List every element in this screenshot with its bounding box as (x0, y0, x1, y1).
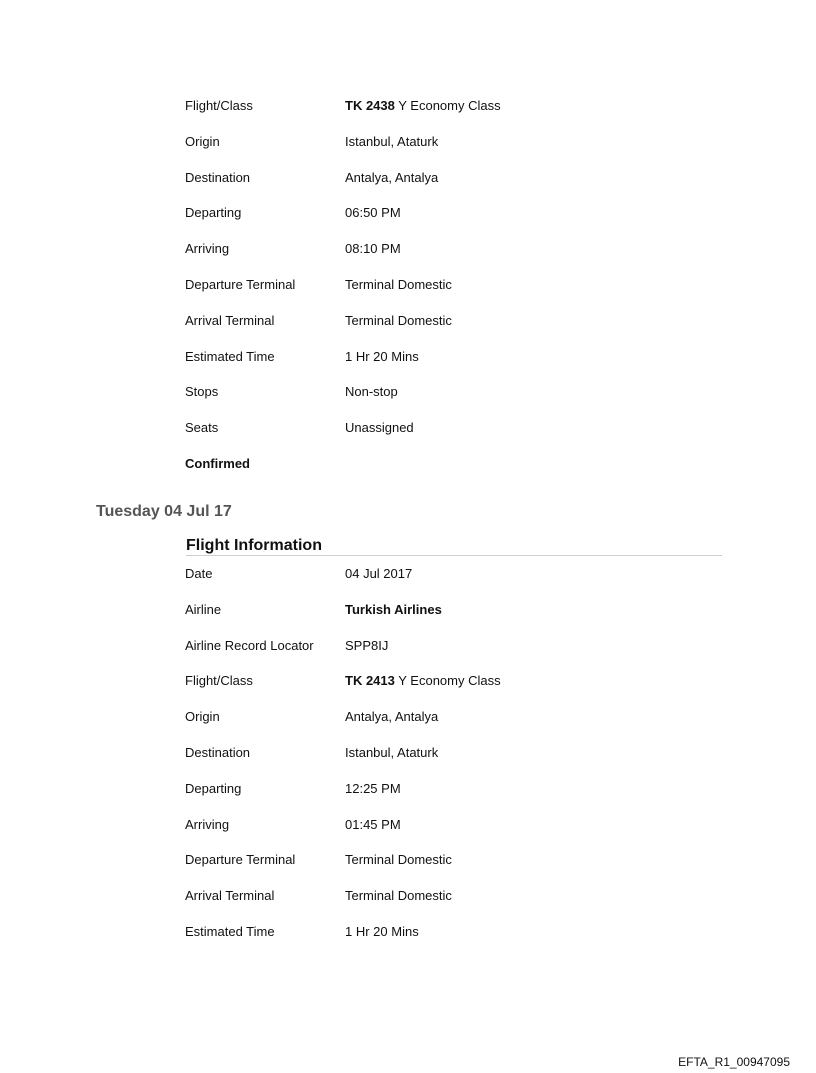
detail-label: Departing (185, 780, 242, 796)
detail-value (345, 241, 401, 257)
detail-row (185, 602, 745, 638)
detail-value (345, 673, 501, 689)
detail-label: Destination (185, 169, 251, 185)
detail-row (185, 745, 745, 781)
detail-value (345, 205, 401, 221)
day-heading: Tuesday 04 Jul 17 (96, 503, 232, 520)
detail-value-text: SPP8IJ (345, 637, 389, 653)
detail-value-text: Antalya, Antalya (345, 709, 439, 725)
detail-value-text: Terminal Domestic (345, 276, 452, 292)
detail-value-text: 12:25 PM (345, 780, 401, 796)
detail-row (185, 134, 745, 170)
detail-value-text: Terminal Domestic (345, 852, 452, 868)
detail-value-bold: Turkish Airlines (345, 601, 442, 617)
detail-value (345, 349, 419, 365)
document-id: EFTA_R1_00947095 (678, 1055, 790, 1069)
flight-details-segment-1 (185, 98, 745, 492)
detail-value-text: Istanbul, Ataturk (345, 133, 439, 149)
detail-value-text: 01:45 PM (345, 816, 401, 832)
detail-value (345, 709, 438, 725)
detail-label: Departure Terminal (185, 852, 296, 868)
detail-label: Stops (185, 384, 219, 400)
detail-label: Flight/Class (185, 98, 253, 113)
detail-row (185, 781, 745, 817)
detail-row (185, 566, 745, 602)
detail-row (185, 313, 745, 349)
detail-value (345, 638, 388, 654)
detail-label: Airline (185, 601, 222, 617)
detail-value-text: 04 Jul 2017 (345, 566, 413, 581)
detail-value-text: 1 Hr 20 Mins (345, 923, 419, 939)
detail-label: Destination (185, 744, 251, 760)
detail-row (185, 205, 745, 241)
detail-row (185, 420, 745, 456)
detail-label: Origin (185, 709, 220, 725)
detail-value-text: 08:10 PM (345, 241, 401, 257)
detail-label: Departure Terminal (185, 276, 296, 292)
detail-value (345, 781, 401, 797)
detail-value (345, 313, 452, 329)
detail-row (185, 170, 745, 206)
detail-value (345, 852, 452, 868)
detail-row (185, 852, 745, 888)
detail-row (185, 98, 745, 134)
flight-details-segment-2 (185, 566, 745, 960)
detail-value-text: Istanbul, Ataturk (345, 744, 439, 760)
detail-value (345, 420, 414, 436)
detail-value-bold: TK 2413 (345, 673, 395, 689)
detail-value-text: 06:50 PM (345, 205, 401, 221)
detail-value-bold: TK 2438 (345, 98, 395, 113)
detail-value-text: Y Economy Class (394, 673, 501, 689)
detail-value-text: Unassigned (345, 420, 414, 436)
flight-information-header (186, 537, 722, 556)
detail-value-text: Terminal Domestic (345, 312, 452, 328)
status-row (185, 456, 745, 492)
detail-value (345, 924, 419, 940)
detail-value (345, 170, 438, 186)
detail-label: Arriving (185, 816, 230, 832)
detail-value (345, 817, 401, 833)
detail-row (185, 817, 745, 853)
detail-row (185, 888, 745, 924)
detail-row (185, 349, 745, 385)
detail-label: Arriving (185, 241, 230, 257)
detail-label: Arrival Terminal (185, 888, 275, 904)
detail-value (345, 745, 438, 761)
detail-value (345, 566, 412, 582)
detail-label: Origin (185, 133, 220, 149)
detail-value-text: Non-stop (345, 384, 398, 400)
detail-row (185, 673, 745, 709)
detail-row (185, 384, 745, 420)
section-title: Flight Information (186, 537, 322, 554)
detail-label: Flight/Class (185, 673, 253, 689)
detail-row (185, 924, 745, 960)
detail-value (345, 888, 452, 904)
detail-value (345, 277, 452, 293)
detail-value (345, 602, 442, 618)
detail-value-text: Terminal Domestic (345, 888, 452, 904)
detail-row (185, 241, 745, 277)
detail-row (185, 638, 745, 674)
detail-label: Estimated Time (185, 923, 275, 939)
detail-value (345, 98, 501, 114)
detail-value-text: Y Economy Class (394, 98, 501, 113)
detail-label: Airline Record Locator (185, 637, 314, 653)
detail-value-text: 1 Hr 20 Mins (345, 348, 419, 364)
detail-label: Arrival Terminal (185, 312, 275, 328)
detail-value-text: Antalya, Antalya (345, 169, 439, 185)
detail-row (185, 277, 745, 313)
status-badge: Confirmed (185, 455, 250, 471)
detail-label: Date (185, 566, 213, 581)
detail-row (185, 709, 745, 745)
detail-value (345, 384, 398, 400)
detail-label: Estimated Time (185, 348, 275, 364)
detail-label: Departing (185, 205, 242, 221)
detail-value (345, 134, 438, 150)
detail-label: Seats (185, 420, 219, 436)
